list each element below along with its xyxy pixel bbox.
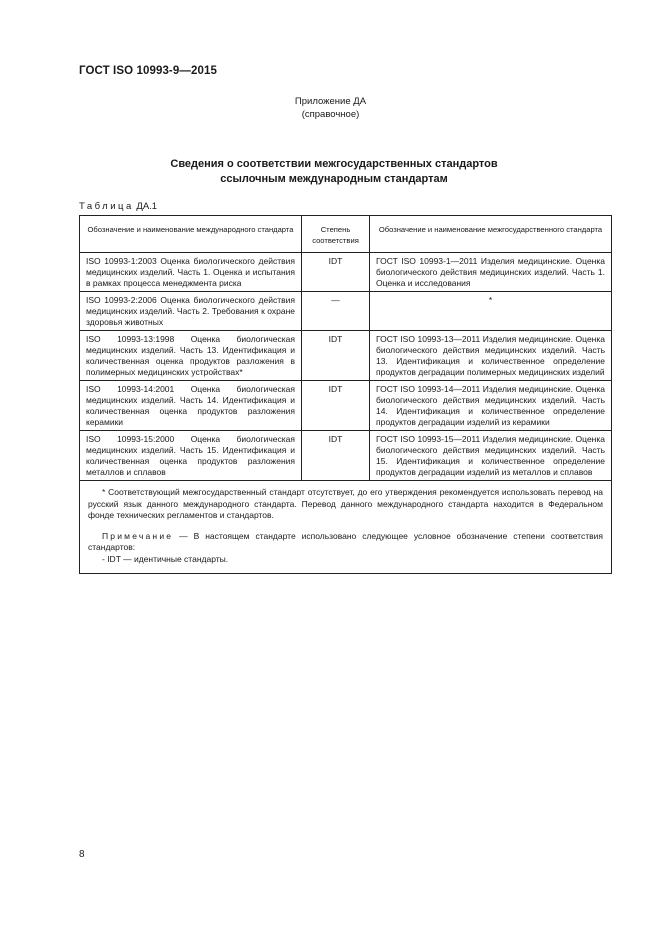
cell-interstate: *: [370, 292, 612, 331]
cell-interstate: ГОСТ ISO 10993-13—2011 Изделия медицинские. Оценка биологического действия медицинских изделий. Часть 13. Идентификация и количественное определение продуктов деградации полимерных медицинских изделий: [370, 331, 612, 381]
appendix-title: Приложение ДА: [294, 96, 367, 107]
column-header-international: Обозначение и наименование международного стандарта: [80, 216, 302, 253]
table-caption-word: Таблица: [79, 201, 134, 212]
cell-international: ISO 10993-1:2003 Оценка биологического действия медицинских изделий. Часть 1. Оценка и испытания в рамках процесса менеджмента риска: [80, 253, 302, 292]
cell-interstate: ГОСТ ISO 10993-1—2011 Изделия медицинские. Оценка биологического действия медицинских изделий. Часть 1. Оценка и исследования: [370, 253, 612, 292]
appendix-label: [0, 95, 661, 121]
cell-international: ISO 10993-14:2001 Оценка биологическая медицинских изделий. Часть 14. Идентификация и количественная оценка продуктов разложения керамики: [80, 381, 302, 431]
table-row: [80, 381, 612, 431]
table-footnote: * Соответствующий межгосударственный стандарт отсутствует, до его утверждения рекомендуется использовать перевод на русский язык данного международного стандарта. Перевод данного международного стандарта находится в Федеральном фонде технических регламентов и стандартов.: [88, 487, 603, 520]
table-row: [80, 431, 612, 481]
note-text: — В настоящем стандарте использовано следующее условное обозначение степени соответствия стандартов:: [88, 530, 603, 552]
table-note: [88, 531, 603, 554]
appendix-heading-line-2: ссылочным международным стандартам: [220, 173, 448, 185]
cell-degree: IDT: [302, 381, 370, 431]
table-row: [80, 292, 612, 331]
correspondence-table: [79, 215, 612, 574]
table-caption: [79, 201, 157, 212]
cell-international: ISO 10993-2:2006 Оценка биологического действия медицинских изделий. Часть 2. Требования к охране здоровья животных: [80, 292, 302, 331]
table-row: [80, 331, 612, 381]
page-number: 8: [79, 849, 85, 860]
appendix-heading-line-1: Сведения о соответствии межгосударственных стандартов: [170, 158, 498, 170]
cell-interstate: ГОСТ ISO 10993-15—2011 Изделия медицинские. Оценка биологического действия медицинских изделий. Часть 15. Идентификация и количественное определение продуктов деградации изделий из металлов и сплавов: [370, 431, 612, 481]
table-header-row: [80, 216, 612, 253]
column-header-interstate: Обозначение и наименование межгосударственного стандарта: [370, 216, 612, 253]
cell-international: ISO 10993-15:2000 Оценка биологическая медицинских изделий. Часть 15. Идентификация и количественная оценка продуктов разложения металлов и сплавов: [80, 431, 302, 481]
note-item: - IDT — идентичные стандарты.: [102, 553, 229, 564]
cell-degree: IDT: [302, 253, 370, 292]
table-row: [80, 253, 612, 292]
cell-degree: IDT: [302, 331, 370, 381]
cell-international: ISO 10993-13:1998 Оценка биологическая медицинских изделий. Часть 13. Идентификация и количественная оценка продуктов разложения в полимерных медицинских устройствах*: [80, 331, 302, 381]
cell-degree: IDT: [302, 431, 370, 481]
table-caption-number: ДА.1: [136, 201, 158, 212]
appendix-heading: [0, 157, 661, 187]
appendix-subtitle: (справочное): [301, 109, 360, 120]
column-header-degree: Степень соответствия: [302, 216, 370, 253]
cell-degree: —: [302, 292, 370, 331]
cell-interstate: ГОСТ ISO 10993-14—2011 Изделия медицинские. Оценка биологического действия медицинских изделий. Часть 14. Идентификация и количественное определение продуктов деградации изделий из керамики: [370, 381, 612, 431]
document-code: ГОСТ ISO 10993-9—2015: [79, 65, 217, 77]
table-notes: [80, 481, 612, 574]
note-label: Примечание: [102, 530, 174, 541]
table-notes-row: [80, 481, 612, 574]
